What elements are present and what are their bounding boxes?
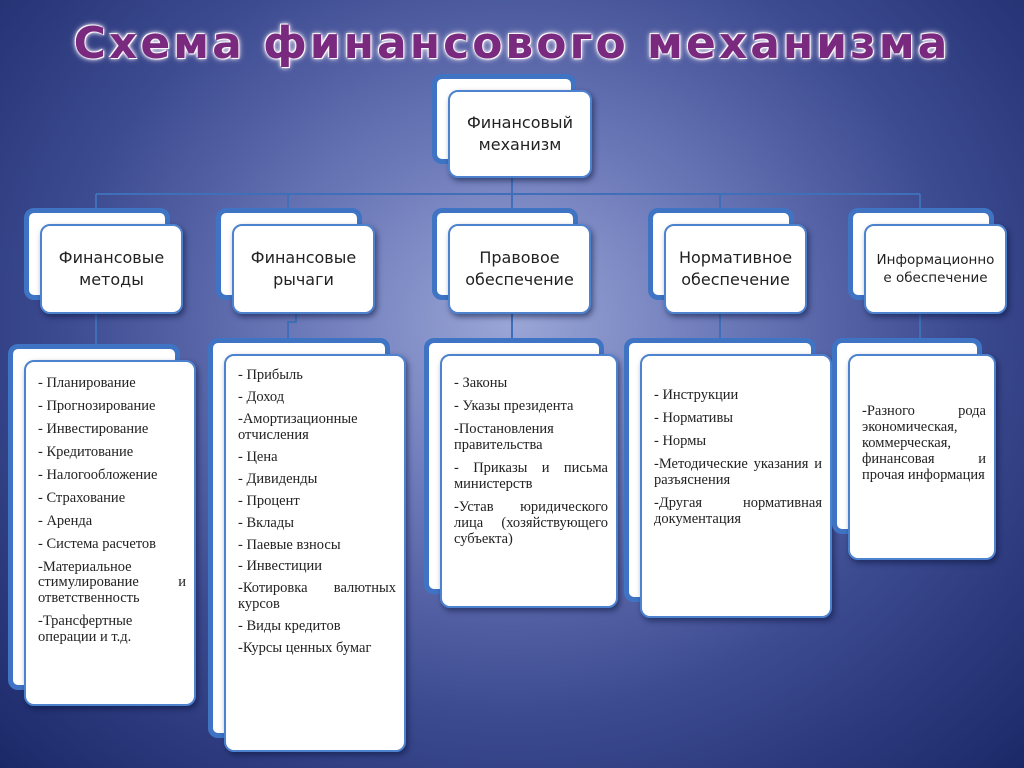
list-item: - Паевые взносы: [238, 536, 341, 553]
list-item: - Инвестирование: [38, 420, 149, 437]
category-label-line2: рычаги: [273, 270, 334, 289]
list-item: - Система расчетов: [38, 535, 157, 552]
root-label-line2: механизм: [478, 135, 562, 154]
details-financial-levers: [224, 354, 406, 752]
list-item: - Процент: [238, 492, 300, 509]
list-item: - Прогнозирование: [38, 397, 156, 414]
root-node: [448, 90, 592, 178]
category-label-line1: Нормативное: [678, 248, 793, 268]
list-item: - Инструкции: [654, 387, 739, 403]
category-label-line1: Финансовые: [58, 248, 165, 268]
list-item: -Постановления правительства: [454, 420, 554, 453]
page-title: Схема финансового механизма: [73, 18, 951, 69]
list-item: -Амортизационные отчисления: [238, 410, 358, 443]
category-normative-support: [664, 224, 807, 314]
list-item: - Дивиденды: [238, 470, 318, 487]
list-item: -Методические указания и разъяснения: [654, 455, 822, 488]
details-list: [862, 404, 986, 491]
list-item: - Приказы и письма министерств: [454, 459, 608, 492]
list-item: -Котировка валютных курсов: [238, 580, 396, 613]
details-list: [38, 376, 186, 653]
list-item: - Виды кредитов: [238, 618, 341, 635]
list-item: -Разного рода экономическая, коммерческая, финансовая и прочая информация: [862, 403, 986, 483]
details-list: [654, 388, 822, 535]
category-label-line1: Правовое: [479, 248, 560, 268]
category-information-support: [864, 224, 1007, 314]
category-label-line2: е обеспечение: [883, 270, 988, 286]
list-item: - Кредитование: [38, 443, 134, 460]
category-financial-methods: [40, 224, 183, 314]
category-legal-support: [448, 224, 591, 314]
category-label-line2: обеспечение: [681, 270, 790, 289]
details-list: [454, 376, 608, 554]
list-item: -Трансфертные операции и т.д.: [38, 613, 133, 646]
list-item: - Цена: [238, 448, 278, 465]
list-item: -Устав юридического лица (хозяйствующего субъекта): [454, 498, 608, 547]
category-label-line2: методы: [79, 270, 144, 289]
list-item: - Страхование: [38, 489, 126, 506]
list-item: -Курсы ценных бумаг: [238, 640, 372, 657]
category-label-line1: Информационно: [876, 251, 995, 268]
root-label-line1: Финансовый: [467, 113, 573, 133]
list-item: - Законы: [454, 375, 508, 391]
list-item: - Вклады: [238, 514, 294, 531]
list-item: - Налогообложение: [38, 466, 158, 483]
list-item: - Нормы: [654, 432, 707, 449]
list-item: - Указы президента: [454, 397, 574, 414]
details-legal-support: [440, 354, 618, 608]
list-item: - Аренда: [38, 512, 93, 529]
details-information-support: [848, 354, 996, 560]
list-item: -Материальное стимулирование и ответственность: [38, 558, 186, 607]
details-list: [238, 368, 396, 663]
list-item: - Нормативы: [654, 409, 734, 426]
list-item: - Планирование: [38, 375, 136, 391]
list-item: - Прибыль: [238, 367, 303, 383]
category-financial-levers: [232, 224, 375, 314]
list-item: - Инвестиции: [238, 558, 323, 575]
list-item: - Доход: [238, 388, 285, 405]
details-normative-support: [640, 354, 832, 618]
details-financial-methods: [24, 360, 196, 706]
list-item: -Другая нормативная документация: [654, 494, 822, 527]
category-label-line2: обеспечение: [465, 270, 574, 289]
category-label-line1: Финансовые: [250, 248, 357, 268]
